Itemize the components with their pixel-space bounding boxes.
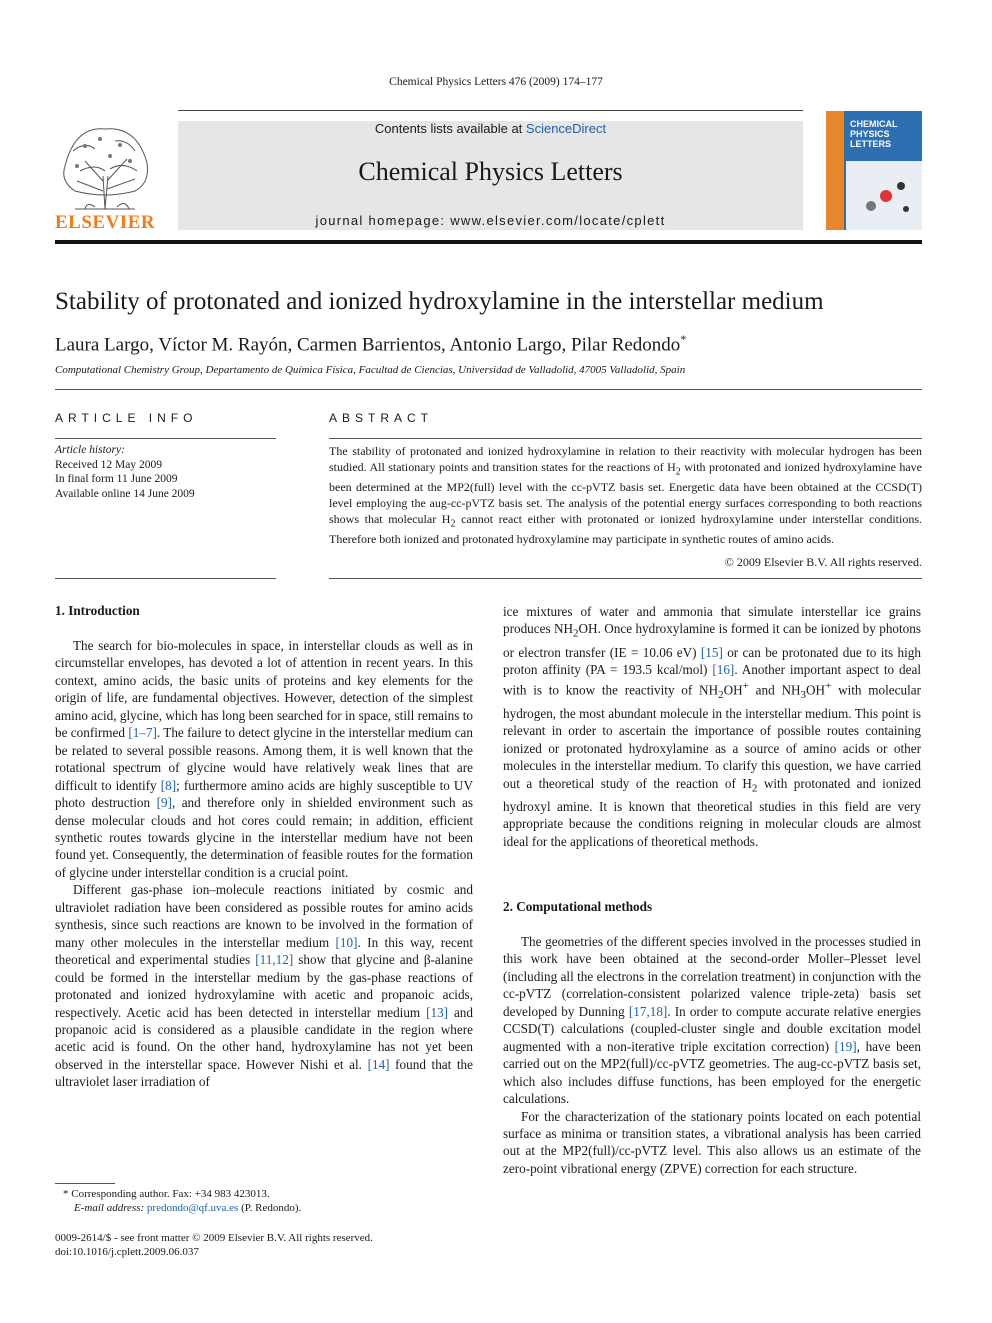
info-bottom-rule bbox=[55, 578, 276, 579]
info-rule bbox=[55, 438, 276, 439]
corresponding-author-mark[interactable]: * bbox=[680, 332, 687, 346]
article-title: Stability of protonated and ionized hydroxylamine in the interstellar medium bbox=[55, 288, 824, 315]
paragraph: Different gas-phase ion–molecule reactions initiated by cosmic and ultraviolet radiation have been considered as possible routes for amino acids synthesis, since such reactions are known to be involved in the formation of many other molecules in the interstellar medium [10]. In this way, recent theoretical and experimental studies [11,12] show that glycine and β-alanine could be formed in the interstellar medium by the gas-phase reactions of protonated and ionized hydroxylamine with acetic and propanoic acids, respectively. Acetic acid has been detected in interstellar medium [13] and propanoic acid is considered as a plausible candidate in the region where acetic acid is found. On the other hand, hydroxylamine has not yet been observed in the interstellar space. However Nishi et al. [14] found that the ultraviolet laser irradiation of bbox=[55, 882, 474, 1090]
running-header: Chemical Physics Letters 476 (2009) 174–177 bbox=[389, 76, 603, 88]
paragraph: For the characterization of the stationary points located on each potential surface as minima or transition states, a vibrational analysis has been carried out at the MP2(full)/cc-pVTZ level. This also allows us an estimate of the zero-point vibrational energy (ZPVE) correction for each structure. bbox=[503, 1108, 921, 1176]
journal-title: Chemical Physics Letters bbox=[358, 157, 623, 186]
methods-column bbox=[503, 933, 921, 1177]
email-link[interactable]: predondo@qf.uva.es bbox=[146, 1202, 239, 1214]
intro-column-right bbox=[503, 603, 921, 850]
header-rule bbox=[178, 110, 803, 111]
masthead-rule bbox=[55, 240, 922, 244]
article-history: Article history: Received 12 May 2009 In final form 11 June 2009 Available online 14 June 2009 bbox=[55, 444, 195, 500]
paragraph: The search for bio-molecules in space, in interstellar clouds as well as in circumstellar envelopes, has devoted a lot of attention in recent years. In this context, amino acids, the basic units of proteins and key elements for the origin of life, are fundamental objectives. However, detection of the simplest amino acid, glycine, which has long been searched for in space, still remains to be confirmed [1–7]. The failure to detect glycine in the interstellar medium can be related to several possible reasons. Among them, it is well known that the rotational spectrum of glycine would have relatively weak lines that are difficult to identify [8]; furthermore amino acids are highly susceptible to UV photo destruction [9], and therefore only in shielded environment such as dense molecular clouds and hot cores could remain; in addition, efficient synthetic routes towards glycine in the interstellar medium have not been found yet. Consequently, the determination of feasible routes for the formation of glycine under interstellar condition is a crucial point. bbox=[55, 638, 474, 880]
abstract-heading: ABSTRACT bbox=[329, 411, 434, 425]
author-list: Laura Largo, Víctor M. Rayón, Carmen Barrientos, Antonio Largo, Pilar Redondo* bbox=[55, 332, 687, 356]
footnote: * Corresponding author. Fax: +34 983 423013. E-mail address: predondo@qf.uva.es (P. Redondo). bbox=[63, 1188, 302, 1214]
publisher-name: ELSEVIER bbox=[55, 212, 156, 233]
paragraph: ice mixtures of water and ammonia that simulate interstellar ice grains produces $NH_2OH$. Once hydroxylamine is formed it can be ionized by photons or electron transfer (IE = 10.06 eV) [15] or can be protonated due to its high proton affinity (PA = 193.5 kcal/mol) [16]. Another important aspect to deal with is to know the reactivity of $NH_2OH^+$ and $NH_3OH^+$ with molecular hydrogen, the most abundant molecule in the interstellar medium. This point is relevant in order to ascertain the importance of possible routes containing ionized or protonated hydroxylamine as a source of amino acids or other molecules in the interstellar medium. To clarify this question, we have carried out a theoretical study of the reaction of $H_2$ with protonated and ionized hydroxyl amine. It is known that theoretical studies in this field are very appropriate because the conditions reigning in molecular clouds are almost ideal for the applications of theoretical methods. bbox=[503, 604, 922, 849]
sciencedirect-link[interactable]: ScienceDirect bbox=[525, 121, 607, 136]
section-heading-introduction: 1. Introduction bbox=[55, 603, 140, 618]
intro-column-left bbox=[55, 637, 473, 1091]
title-rule bbox=[55, 389, 922, 390]
doi-link[interactable]: doi:10.1016/j.cplett.2009.06.037 bbox=[55, 1246, 199, 1258]
abstract-bottom-rule bbox=[329, 578, 922, 579]
abstract-copyright: © 2009 Elsevier B.V. All rights reserved. bbox=[724, 555, 922, 569]
section-heading-methods: 2. Computational methods bbox=[503, 899, 653, 914]
contents-line: Contents lists available at ScienceDirect bbox=[374, 121, 607, 136]
affiliation: Computational Chemistry Group, Departamento de Química Física, Facultad de Ciencias, Universidad de Valladolid, 47005 Valladolid, Spain bbox=[55, 364, 686, 376]
cover-graphic-icon bbox=[846, 161, 922, 230]
journal-homepage[interactable]: journal homepage: www.elsevier.com/locate/cplett bbox=[315, 213, 666, 228]
paragraph: The geometries of the different species involved in the processes studied in this work have been obtained at the second-order Moller–Plesset level (including all the electrons in the correlation treatment) in conjunction with the cc-pVTZ (correlation-consistent polarized valence triple-zeta) basis set developed by Dunning [17,18]. In order to compute accurate relative energies CCSD(T) calculations (coupled-cluster single and double excitation model augmented with a non-iterative triple excitation correction) [19], have been carried out on the MP2(full)/cc-pVTZ geometries. The aug-cc-pVTZ basis set, which also includes diffuse functions, has been employed for the energetic calculations. bbox=[503, 934, 921, 1107]
journal-cover-image bbox=[826, 111, 922, 230]
abstract-text: The stability of protonated and ionized hydroxylamine in relation to their reactivity with molecular hydrogen has been studied. All stationary points and transition states for the reactions of $H_2$ with protonated and ionized hydroxylamine have been determined at the MP2(full) level with the cc-pVTZ basis set. Energetic data have been obtained at the CCSD(T) level employing the aug-cc-pVTZ basis set. The analysis of the potential energy surfaces corresponding to both reactions shows that molecular $H_2$ cannot react either with protonated or ionized hydroxylamine under interstellar conditions. Therefore both ionized and protonated hydroxylamine may participate in synthetic routes of amino acids. bbox=[329, 444, 922, 546]
footnote-rule bbox=[55, 1183, 115, 1184]
abstract-rule bbox=[329, 438, 922, 439]
article-info-heading: ARTICLE INFO bbox=[55, 411, 198, 425]
cover-title: CHEMICAL PHYSICS LETTERS bbox=[850, 119, 898, 149]
front-matter: 0009-2614/$ - see front matter © 2009 Elsevier B.V. All rights reserved. doi:10.1016/j.cplett.2009.06.037 bbox=[55, 1232, 373, 1258]
